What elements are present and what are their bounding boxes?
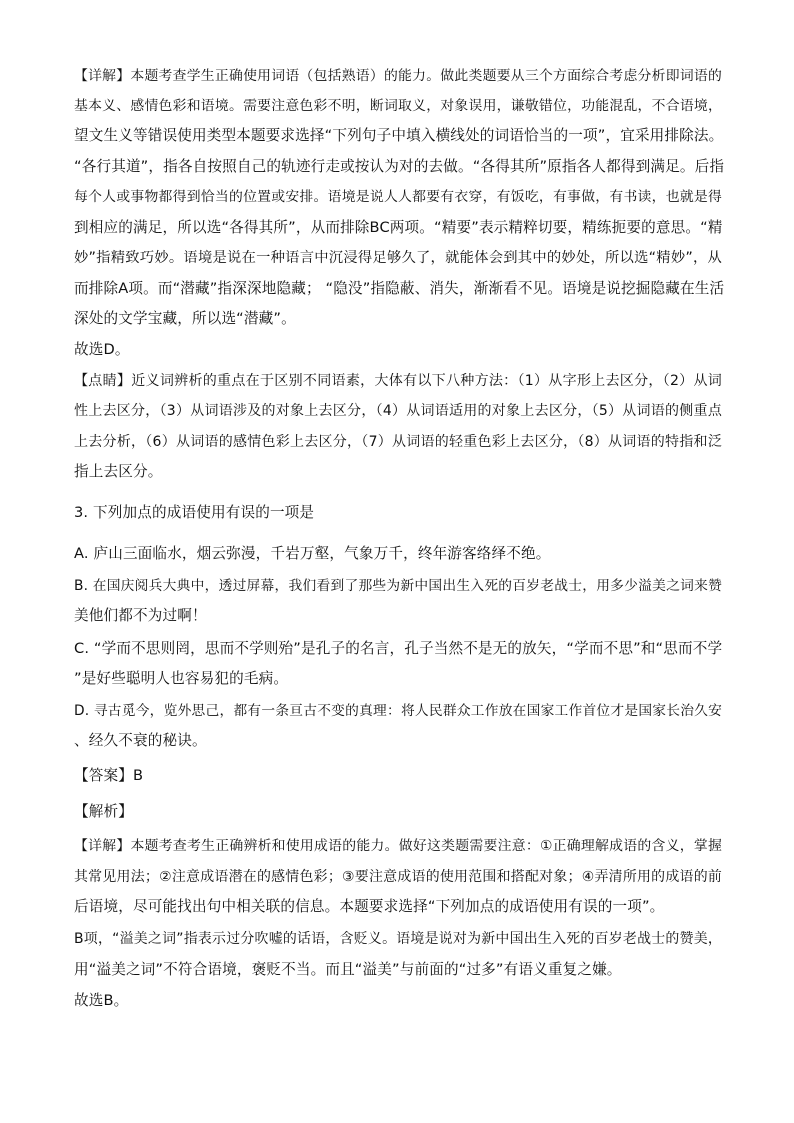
text-line: 故选B。: [74, 992, 129, 1009]
question-stem: 3. 下列加点的成语使用有误的一项是: [74, 504, 315, 521]
option-d-cont: 、经久不衰的秘诀。: [74, 732, 207, 749]
text-line: 其常见用法；②注意成语潜在的感情色彩；③要注意成语的使用范围和搭配对象；④弄清所用的成语的前: [74, 869, 722, 885]
option-b-cont: 美他们都不为过啊！: [74, 607, 207, 624]
option-d: D. 寻古觅今，览外思己，都有一条亘古不变的真理：将人民群众工作放在国家工作首位才是国家长治久安: [74, 703, 722, 719]
analysis-label: 【解析】: [74, 803, 133, 820]
text-line: 上去分析，（6）从词语的感情色彩上去区分，（7）从词语的轻重色彩上去区分，（8）从词语的特指和泛: [74, 434, 722, 450]
text-line: 基本义、感情色彩和语境。需要注意色彩不明，断词取义，对象误用，谦敬错位，功能混乱，不合语境，: [74, 98, 722, 114]
text-line: 而排除A项。而“潜藏”指深深地隐藏； “隐没”指隐蔽、消失，渐渐看不见。语境是说挖掘隐藏在生活: [74, 280, 725, 297]
text-line: 性上去区分，（3）从词语涉及的对象上去区分，（4）从词语适用的对象上去区分，（5）从词语的侧重点: [74, 403, 722, 419]
answer-label: 【答案】B: [74, 767, 144, 784]
option-b: B. 在国庆阅兵大典中，透过屏幕，我们看到了那些为新中国出生入死的百岁老战士，用多少溢美之词来赞: [74, 578, 722, 594]
option-c: C. “学而不思则罔，思而不学则殆”是孔子的名言，孔子当然不是无的放矢，“学而不思”和“思而不学: [74, 640, 723, 657]
text-line: 【详解】本题考查考生正确辨析和使用成语的能力。做好这类题需要注意：①正确理解成语的含义，掌握: [74, 838, 722, 854]
text-line: 到相应的满足，所以选“各得其所”，从而排除BC两项。“精要”表示精粹切要，精练扼要的意思。“精: [74, 219, 723, 236]
text-line: 指上去区分。: [74, 463, 163, 480]
text-line: 深处的文学宝藏，所以选“潜藏”。: [74, 310, 296, 327]
text-line: 望文生义等错误使用类型本题要求选择“下列句子中填入横线处的词语恰当的一项”，宜采用排除法。: [74, 127, 724, 144]
text-line: 【点睛】近义词辨析的重点在于区别不同语素，大体有以下八种方法：（1）从字形上去区分，（2）从词: [74, 373, 722, 389]
text-line: 用“溢美之词”不符合语境，褒贬不当。而且“溢美”与前面的“过多”有语义重复之嫌。: [74, 961, 622, 978]
option-a: A. 庐山三面临水，烟云弥漫，千岩万壑，气象万千，终年游客络绎不绝。: [74, 545, 551, 562]
option-c-cont: ”是好些聪明人也容易犯的毛病。: [74, 670, 289, 687]
text-line: 每个人或事物都得到恰当的位置或安排。语境是说人人都要有衣穿，有饭吃，有事做，有书读，也就是得: [74, 189, 722, 205]
text-line: 后语境，尽可能找出句中相关联的信息。本题要求选择“下列加点的成语使用有误的一项”。: [74, 898, 665, 915]
text-line: 故选D。: [74, 341, 130, 358]
text-line: “各行其道”，指各自按照自己的轨迹行走或按认为对的去做。“各得其所”原指各人都得到满足。后指: [74, 158, 725, 175]
text-line: B项，“溢美之词”指表示过分吹嘘的话语，含贬义。语境是说对为新中国出生入死的百岁老战士的赞美，: [74, 931, 722, 947]
text-line: 妙”指精致巧妙。语境是说在一种语言中沉浸得足够久了，就能体会到其中的妙处，所以选“精妙”，从: [74, 250, 722, 266]
text-line: 【详解】本题考查学生正确使用词语（包括熟语）的能力。做此类题要从三个方面综合考虑分析即词语的: [74, 68, 722, 84]
